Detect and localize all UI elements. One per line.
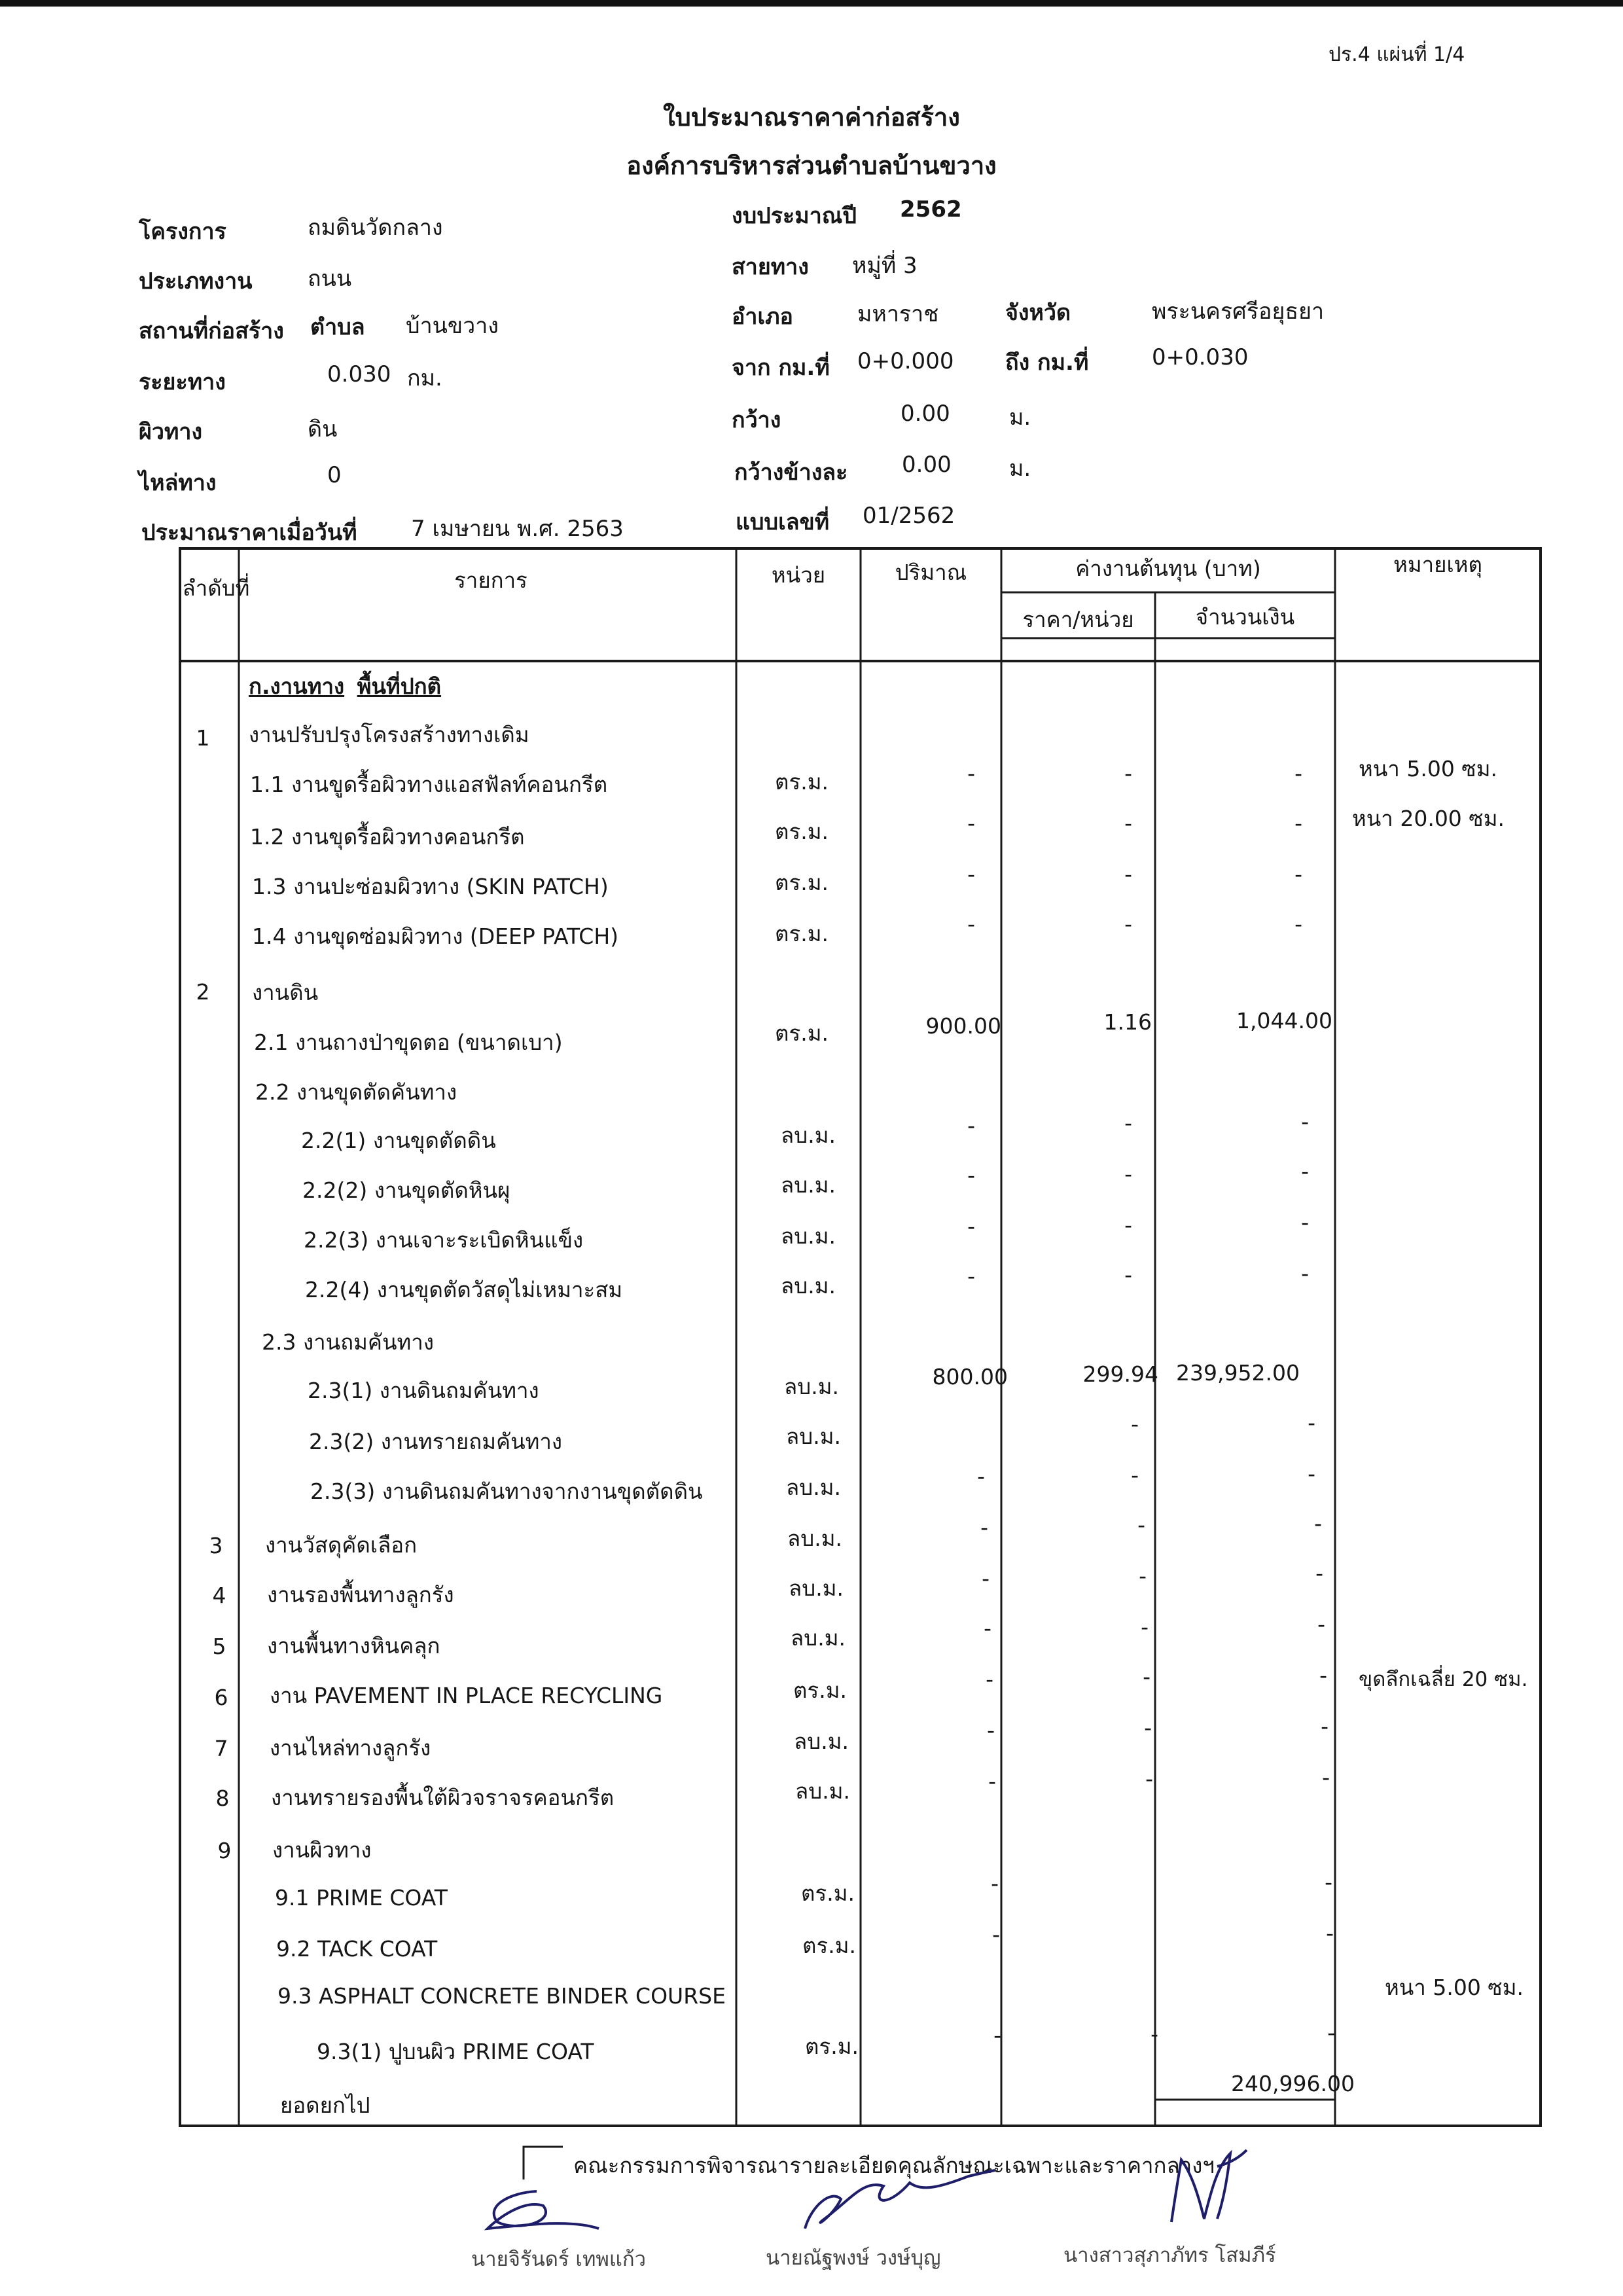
row-unit: ลบ.ม. xyxy=(781,1172,836,1198)
row-amount: - xyxy=(1308,1461,1315,1486)
row-amount: - xyxy=(1321,1713,1329,1739)
organization-title: องค์การบริหารส่วนตำบลบ้านขวาง xyxy=(626,151,997,180)
row-quantity: - xyxy=(967,1113,975,1138)
row-unit-price: - xyxy=(1137,1512,1145,1537)
province-value: พระนครศรีอยุธยา xyxy=(1152,298,1325,325)
carry-forward-amount: 240,996.00 xyxy=(1231,2071,1355,2096)
row-item: 1.3 งานปะซ่อมผิวทาง (SKIN PATCH) xyxy=(252,874,609,899)
row-quantity: - xyxy=(982,1566,990,1591)
district-value: มหาราช xyxy=(857,301,939,327)
row-unit-price: - xyxy=(1144,1715,1152,1740)
row-item: งานวัสดุคัดเลือก xyxy=(265,1532,418,1558)
row-unit-price: 1.16 xyxy=(1103,1009,1152,1035)
header-unit: หน่วย xyxy=(771,562,826,588)
header-item: รายการ xyxy=(454,567,527,593)
row-number: 7 xyxy=(214,1736,228,1761)
row-item: งานทรายรองพื้นใต้ผิวจราจรคอนกรีต xyxy=(271,1785,615,1810)
row-quantity: - xyxy=(980,1515,988,1540)
row-unit: ตร.ม. xyxy=(775,769,829,795)
budget-year-label: งบประมาณปี xyxy=(732,203,857,229)
work-type-value: ถนน xyxy=(308,266,352,292)
row-item: 2.3 งานถมคันทาง xyxy=(262,1329,434,1355)
row-quantity: - xyxy=(967,861,975,887)
distance-label: ระยะทาง xyxy=(139,369,226,395)
row-quantity: - xyxy=(992,1922,1000,1947)
row-number: 9 xyxy=(217,1838,232,1863)
row-amount: - xyxy=(1294,761,1302,786)
header-no: ลำดับที่ xyxy=(182,575,250,601)
row-unit: ลบ.ม. xyxy=(789,1575,844,1601)
side-width-unit: ม. xyxy=(1009,456,1031,482)
row-amount: - xyxy=(1317,1611,1325,1637)
district-label: อำเภอ xyxy=(732,304,793,330)
section-title: พื้นที่ปกติ xyxy=(357,673,442,699)
row-amount: 1,044.00 xyxy=(1236,1008,1332,1033)
site-subdistrict-label: ตำบล xyxy=(310,314,365,340)
row-item: 9.2 TACK COAT xyxy=(276,1936,438,1962)
header-unit-price: ราคา/หน่วย xyxy=(1022,607,1134,632)
row-quantity: - xyxy=(987,1717,995,1743)
site-value: บ้านขวาง xyxy=(406,313,499,339)
header-amount: จำนวนเงิน xyxy=(1195,604,1295,630)
row-unit-price: - xyxy=(1131,1411,1139,1437)
row-unit-price: - xyxy=(1124,1262,1132,1287)
site-label: สถานที่ก่อสร้าง xyxy=(139,318,284,344)
carry-forward-label: ยอดยกไป xyxy=(280,2092,370,2118)
row-amount: 239,952.00 xyxy=(1176,1360,1300,1386)
row-unit-price: - xyxy=(1143,1664,1150,1689)
row-quantity: - xyxy=(988,1768,996,1794)
row-quantity: - xyxy=(967,1162,975,1188)
row-amount: - xyxy=(1294,810,1302,836)
row-quantity: - xyxy=(986,1666,993,1692)
row-item: งาน PAVEMENT IN PLACE RECYCLING xyxy=(270,1683,663,1708)
row-unit: ตร.ม. xyxy=(775,1020,829,1046)
row-unit-price: - xyxy=(1131,1462,1139,1488)
header-remark: หมายเหตุ xyxy=(1393,552,1482,577)
budget-year-value: 2562 xyxy=(900,196,962,223)
signer-3-name: นางสาวสุภาภัทร โสมภีร์ xyxy=(1063,2244,1276,2267)
row-amount: - xyxy=(1301,1261,1309,1286)
row-unit: ตร.ม. xyxy=(793,1677,847,1703)
row-unit-price: - xyxy=(1124,761,1132,786)
row-item: 2.3(1) งานดินถมคันทาง xyxy=(308,1378,539,1403)
row-item: งานปรับปรุงโครงสร้างทางเดิม xyxy=(249,722,529,747)
row-number: 2 xyxy=(196,979,210,1005)
row-remark: หนา 5.00 ซม. xyxy=(1359,756,1497,781)
row-item: 9.3 ASPHALT CONCRETE BINDER COURSE xyxy=(277,1983,726,2009)
plan-number-label: แบบเลขที่ xyxy=(736,509,830,535)
project-label: โครงการ xyxy=(139,219,226,245)
row-quantity: - xyxy=(984,1615,991,1641)
width-unit: ม. xyxy=(1009,404,1031,431)
row-quantity: - xyxy=(991,1871,999,1896)
page-reference: ปร.4 แผ่นที่ 1/4 xyxy=(1329,43,1465,66)
row-amount: - xyxy=(1308,1410,1315,1435)
row-amount: - xyxy=(1314,1511,1322,1536)
row-item: งานพื้นทางหินคลุก xyxy=(267,1633,440,1659)
row-item: 2.1 งานถางป่าขุดตอ (ขนาดเบา) xyxy=(254,1030,563,1055)
scan-edge-bar xyxy=(0,0,1623,7)
row-amount: - xyxy=(1325,1869,1332,1895)
row-item: 2.2(3) งานเจาะระเบิดหินแข็ง xyxy=(304,1227,584,1253)
row-number: 3 xyxy=(209,1533,223,1558)
side-width-label: กว้างข้างละ xyxy=(734,459,848,486)
section-prefix: ก.งานทาง xyxy=(249,673,345,699)
shoulder-value: 0 xyxy=(327,462,342,488)
row-unit: ลบ.ม. xyxy=(791,1625,846,1651)
row-item: 2.3(3) งานดินถมคันทางจากงานขุดตัดดิน xyxy=(310,1479,703,1504)
row-item: 1.2 งานขุดรื้อผิวทางคอนกรีต xyxy=(250,824,525,850)
row-amount: - xyxy=(1301,1158,1309,1184)
width-value: 0.00 xyxy=(901,401,950,427)
to-km-value: 0+0.030 xyxy=(1152,344,1249,370)
plan-number-value: 01/2562 xyxy=(863,503,955,529)
signer-2-name: นายณัฐพงษ์ วงษ์บุญ xyxy=(766,2246,941,2270)
row-remark: ขุดลึกเฉลี่ย 20 ซม. xyxy=(1359,1668,1528,1691)
row-unit: ตร.ม. xyxy=(775,870,829,895)
row-unit: ลบ.ม. xyxy=(786,1424,841,1449)
estimate-date-label: ประมาณราคาเมื่อวันที่ xyxy=(141,520,357,546)
row-unit: ตร.ม. xyxy=(775,921,829,946)
row-item: งานดิน xyxy=(252,980,319,1005)
row-quantity: - xyxy=(993,2022,1001,2048)
row-amount: - xyxy=(1294,861,1302,887)
row-unit-price: - xyxy=(1124,1110,1132,1136)
project-value: ถมดินวัดกลาง xyxy=(308,215,443,241)
shoulder-label: ไหล่ทาง xyxy=(139,470,217,496)
row-quantity: - xyxy=(967,1263,975,1289)
row-unit-price: 299.94 xyxy=(1082,1361,1158,1387)
route-value: หมู่ที่ 3 xyxy=(852,253,918,279)
surface-value: ดิน xyxy=(308,416,338,442)
row-unit: ตร.ม. xyxy=(805,2034,859,2059)
row-unit: ลบ.ม. xyxy=(786,1475,841,1500)
row-item: งานผิวทาง xyxy=(272,1837,372,1863)
row-item: 1.1 งานขูดรื้อผิวทางแอสฟัลท์คอนกรีต xyxy=(250,772,608,797)
row-amount: - xyxy=(1315,1560,1323,1586)
row-unit: ลบ.ม. xyxy=(781,1273,836,1299)
row-item: 2.2(2) งานขุดตัดหินผุ xyxy=(302,1177,510,1203)
row-unit-price: - xyxy=(1124,810,1132,836)
row-unit: ตร.ม. xyxy=(802,1933,856,1958)
row-quantity: - xyxy=(967,1213,975,1239)
document-title: ใบประมาณราคาค่าก่อสร้าง xyxy=(663,103,960,132)
row-unit-price: - xyxy=(1124,911,1132,937)
row-item: งานรองพื้นทางลูกรัง xyxy=(267,1582,454,1607)
province-label: จังหวัด xyxy=(1005,300,1071,326)
row-unit: ตร.ม. xyxy=(801,1880,855,1906)
row-unit-price: - xyxy=(1141,1614,1149,1640)
row-item: 2.2(4) งานขุดตัดวัสดุไม่เหมาะสม xyxy=(305,1277,623,1302)
width-label: กว้าง xyxy=(732,407,781,433)
row-item: 9.1 PRIME COAT xyxy=(275,1885,448,1910)
from-km-value: 0+0.000 xyxy=(857,348,954,374)
from-km-label: จาก กม.ที่ xyxy=(732,355,830,381)
header-cost-group: ค่างานต้นทุน (บาท) xyxy=(1075,556,1261,581)
row-number: 6 xyxy=(214,1685,228,1710)
row-unit-price: - xyxy=(1139,1563,1147,1588)
row-item: งานไหล่ทางลูกรัง xyxy=(270,1735,431,1761)
row-unit: ลบ.ม. xyxy=(781,1223,836,1249)
row-remark: หนา 5.00 ซม. xyxy=(1385,1975,1524,2000)
signer-1-name: นายจิรันดร์ เทพแก้ว xyxy=(471,2248,647,2271)
row-item: 2.2(1) งานขุดตัดดิน xyxy=(301,1128,496,1153)
row-amount: - xyxy=(1301,1109,1309,1134)
row-unit: ลบ.ม. xyxy=(795,1778,850,1804)
surface-label: ผิวทาง xyxy=(139,419,203,445)
row-unit-price: - xyxy=(1124,1161,1132,1187)
section-heading xyxy=(249,669,441,704)
header-quantity: ปริมาณ xyxy=(895,560,967,585)
row-unit: ลบ.ม. xyxy=(787,1526,842,1551)
row-unit: ตร.ม. xyxy=(775,819,829,844)
row-unit-price: - xyxy=(1124,861,1132,887)
row-item: 9.3(1) ปูบนผิว PRIME COAT xyxy=(317,2039,594,2064)
distance-unit: กม. xyxy=(407,365,442,391)
row-number: 1 xyxy=(196,725,210,751)
committee-title: คณะกรรมการพิจารณารายละเอียดคุณลักษณะเฉพาะและราคากลางฯ xyxy=(573,2153,1215,2178)
side-width-value: 0.00 xyxy=(902,452,952,478)
row-quantity: 800.00 xyxy=(932,1364,1008,1390)
row-amount: - xyxy=(1294,911,1302,937)
row-item: 2.2 งานขุดตัดคันทาง xyxy=(255,1079,457,1105)
row-unit: ลบ.ม. xyxy=(784,1374,839,1399)
row-remark: หนา 20.00 ซม. xyxy=(1352,806,1505,831)
row-amount: - xyxy=(1322,1765,1330,1790)
row-unit: ลบ.ม. xyxy=(781,1122,836,1148)
work-type-label: ประเภทงาน xyxy=(139,268,253,295)
row-unit-price: - xyxy=(1145,1766,1153,1791)
row-amount: - xyxy=(1327,2020,1335,2045)
estimate-date-value: 7 เมษายน พ.ศ. 2563 xyxy=(411,516,624,542)
distance-value: 0.030 xyxy=(327,361,391,387)
row-number: 5 xyxy=(212,1634,226,1659)
row-item: 1.4 งานขุดซ่อมผิวทาง (DEEP PATCH) xyxy=(252,924,619,949)
row-quantity: - xyxy=(967,810,975,836)
row-number: 8 xyxy=(215,1785,230,1811)
row-unit: ลบ.ม. xyxy=(794,1729,849,1754)
to-km-label: ถึง กม.ที่ xyxy=(1005,350,1089,376)
row-quantity: - xyxy=(977,1463,985,1489)
row-amount: - xyxy=(1326,1920,1334,1946)
row-amount: - xyxy=(1301,1210,1309,1235)
row-unit-price: - xyxy=(1150,2021,1158,2047)
row-number: 4 xyxy=(212,1583,226,1608)
route-label: สายทาง xyxy=(732,254,809,280)
row-unit-price: - xyxy=(1124,1212,1132,1238)
row-item: 2.3(2) งานทรายถมคันทาง xyxy=(309,1429,563,1454)
row-quantity: - xyxy=(967,911,975,937)
row-quantity: 900.00 xyxy=(925,1013,1001,1039)
row-quantity: - xyxy=(967,761,975,786)
row-amount: - xyxy=(1319,1662,1327,1688)
